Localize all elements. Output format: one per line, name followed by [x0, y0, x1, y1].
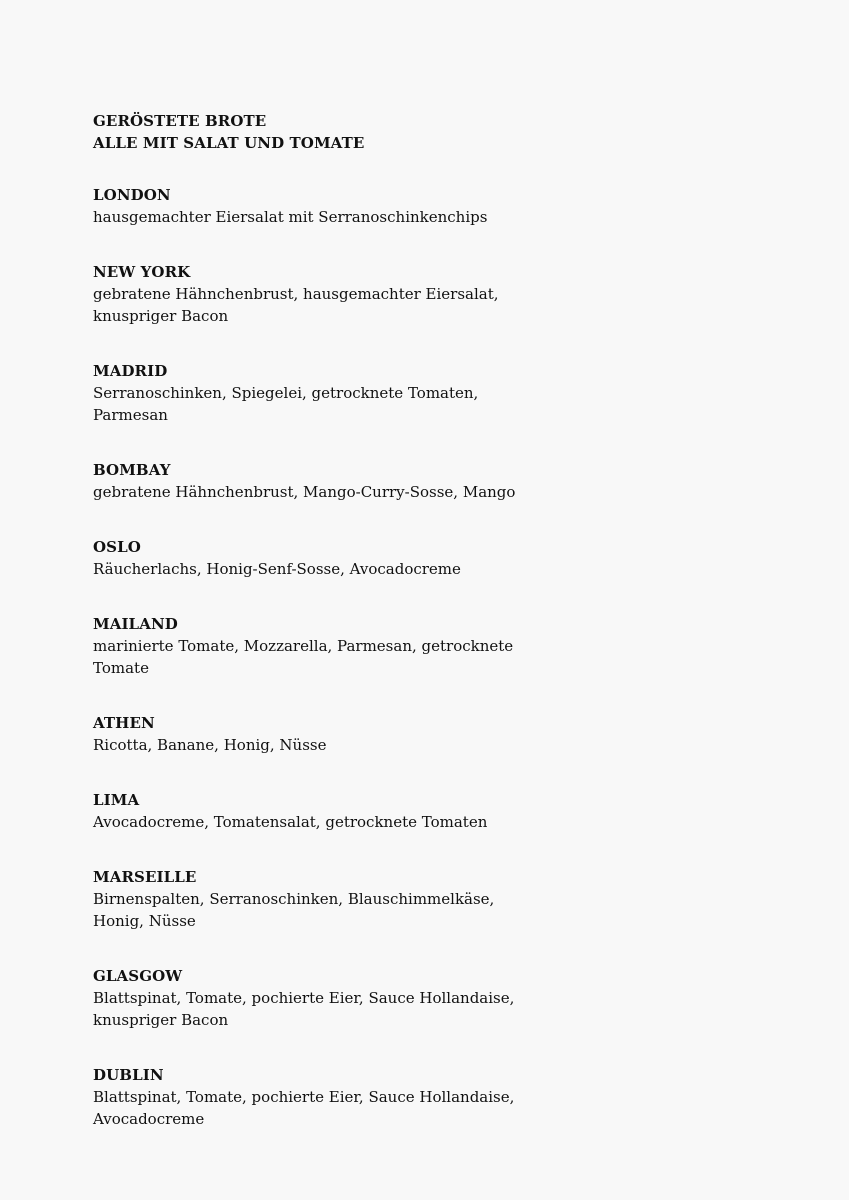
menu-item-athen — [93, 712, 653, 756]
menu-item-glasgow — [93, 965, 653, 1031]
menu-item-marseille — [93, 866, 653, 932]
item-name: MADRID — [93, 362, 168, 380]
item-description: marinierte Tomate, Mozzarella, Parmesan, getrocknete Tomate — [93, 637, 514, 677]
menu-heading — [93, 110, 653, 154]
item-description: Blattspinat, Tomate, pochierte Eier, Sauce Hollandaise, knuspriger Bacon — [93, 989, 515, 1029]
menu-item-new-york — [93, 261, 653, 327]
item-name: LONDON — [93, 186, 171, 204]
item-name: BOMBAY — [93, 461, 171, 479]
item-description: Räucherlachs, Honig-Senf-Sosse, Avocadocreme — [93, 560, 461, 578]
item-name: GLASGOW — [93, 967, 183, 985]
item-name: LIMA — [93, 791, 140, 809]
item-description: Blattspinat, Tomate, pochierte Eier, Sauce Hollandaise, Avocadocreme — [93, 1088, 515, 1128]
item-description: gebratene Hähnchenbrust, Mango-Curry-Sosse, Mango — [93, 483, 516, 501]
item-name: NEW YORK — [93, 263, 191, 281]
menu-title: GERÖSTETE BROTE — [93, 112, 267, 130]
menu-page — [93, 110, 653, 1163]
menu-item-dublin — [93, 1064, 653, 1130]
item-description: gebratene Hähnchenbrust, hausgemachter Eiersalat, knuspriger Bacon — [93, 285, 499, 325]
item-description: Avocadocreme, Tomatensalat, getrocknete Tomaten — [93, 813, 488, 831]
item-description: Birnenspalten, Serranoschinken, Blauschimmelkäse, Honig, Nüsse — [93, 890, 495, 930]
item-name: ATHEN — [93, 714, 155, 732]
menu-item-oslo — [93, 536, 653, 580]
item-description: Ricotta, Banane, Honig, Nüsse — [93, 736, 327, 754]
menu-item-madrid — [93, 360, 653, 426]
menu-item-bombay — [93, 459, 653, 503]
menu-item-lima — [93, 789, 653, 833]
item-name: MARSEILLE — [93, 868, 197, 886]
item-name: OSLO — [93, 538, 141, 556]
item-name: DUBLIN — [93, 1066, 164, 1084]
menu-subtitle: ALLE MIT SALAT UND TOMATE — [93, 134, 365, 152]
item-description: hausgemachter Eiersalat mit Serranoschinkenchips — [93, 208, 488, 226]
item-name: MAILAND — [93, 615, 178, 633]
menu-item-london — [93, 184, 653, 228]
menu-list — [93, 184, 653, 1130]
item-description: Serranoschinken, Spiegelei, getrocknete Tomaten, Parmesan — [93, 384, 479, 424]
menu-item-mailand — [93, 613, 653, 679]
